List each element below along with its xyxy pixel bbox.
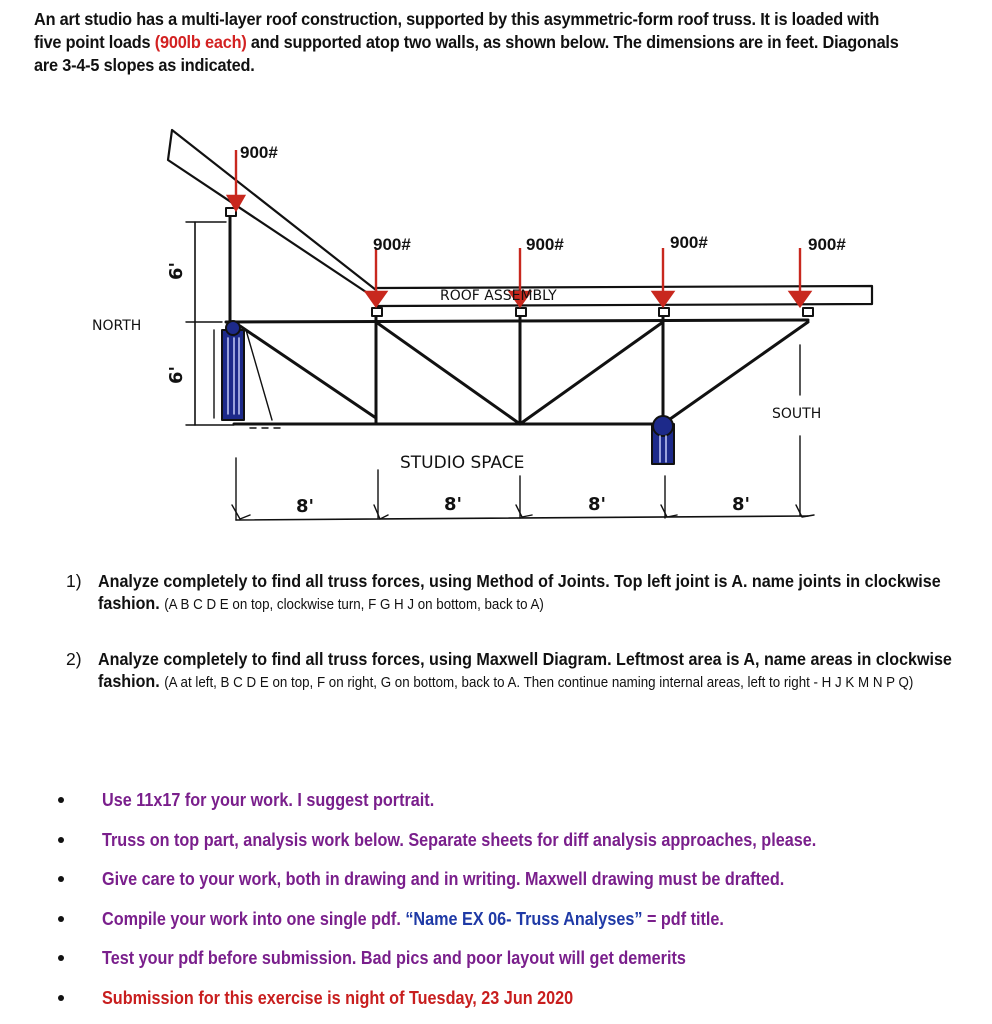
list-item: Truss on top part, analysis work below. Separate sheets for diff analysis approaches, please. xyxy=(58,826,978,866)
list-item: Compile your work into one single pdf. “Name EX 06- Truss Analyses” = pdf title. xyxy=(58,905,978,945)
question-1-text: Analyze completely to find all truss forces, using Method of Joints. Top left joint is A. name joints in clockwise fashion. xyxy=(98,571,941,613)
question-2-text: Analyze completely to find all truss forces, using Maxwell Diagram. Leftmost area is A, name areas in clockwise fashion. xyxy=(98,649,952,691)
question-1-note: (A B C D E on top, clockwise turn, F G H J on bottom, back to A) xyxy=(164,597,544,613)
load-label-5: 900# xyxy=(808,235,846,254)
diagonal-3 xyxy=(520,322,663,424)
span-dim-2: 8' xyxy=(444,494,463,515)
vertical-dim-2: 6' xyxy=(166,365,187,384)
span-dim-3: 8' xyxy=(588,494,607,515)
load-label-1: 900# xyxy=(240,143,278,162)
bullet xyxy=(58,876,64,882)
due-date: Submission for this exercise is night of Tuesday, 23 Jun 2020 xyxy=(102,987,574,1008)
instructions-list xyxy=(58,786,978,1023)
left-wall xyxy=(222,330,244,420)
north-label: NORTH xyxy=(92,318,142,334)
question-2-note: (A at left, B C D E on top, F on right, G on bottom, back to A. Then continue naming internal areas, left to right - H J K M N P Q) xyxy=(164,675,914,691)
bullet xyxy=(58,797,64,803)
roof-assembly-label: ROOF ASSEMBLY xyxy=(440,288,557,304)
list-item: Give care to your work, both in drawing and in writing. Maxwell drawing must be drafted. xyxy=(58,865,978,905)
diagonal-2 xyxy=(376,322,520,424)
south-label: SOUTH xyxy=(772,406,822,422)
load-label-3: 900# xyxy=(526,235,564,254)
question-2-number: 2) xyxy=(66,649,82,669)
intro-text-1: An art studio has a multi-layer roof construction, supported by this asymmetric-form roof truss. It is loaded with five point loads xyxy=(34,9,880,52)
pdf-title: “Name EX 06- Truss Analyses” xyxy=(405,908,643,929)
bullet xyxy=(58,955,64,961)
studio-space-label: STUDIO SPACE xyxy=(400,453,525,473)
list-item: Use 11x17 for your work. I suggest portrait. xyxy=(58,786,978,826)
top-chord xyxy=(226,320,808,322)
bullet xyxy=(58,995,64,1001)
list-item: Test your pdf before submission. Bad pics and poor layout will get demerits xyxy=(58,944,978,984)
vertical-dim-1: 6' xyxy=(166,261,187,280)
question-1-number: 1) xyxy=(66,571,82,591)
span-dim-1: 8' xyxy=(296,496,315,517)
list-item xyxy=(58,984,978,1024)
intro-text-2: and supported atop two walls, as shown below. The dimensions are in feet. Diagonals are 3-4-5 slopes as indicated. xyxy=(34,32,899,75)
load-label-2: 900# xyxy=(373,235,411,254)
load-highlight: (900lb each) xyxy=(154,32,247,52)
bullet xyxy=(58,837,64,843)
span-dim-4: 8' xyxy=(732,494,751,515)
bullet xyxy=(58,916,64,922)
diagonal-1 xyxy=(240,326,376,418)
load-label-4: 900# xyxy=(670,233,708,252)
